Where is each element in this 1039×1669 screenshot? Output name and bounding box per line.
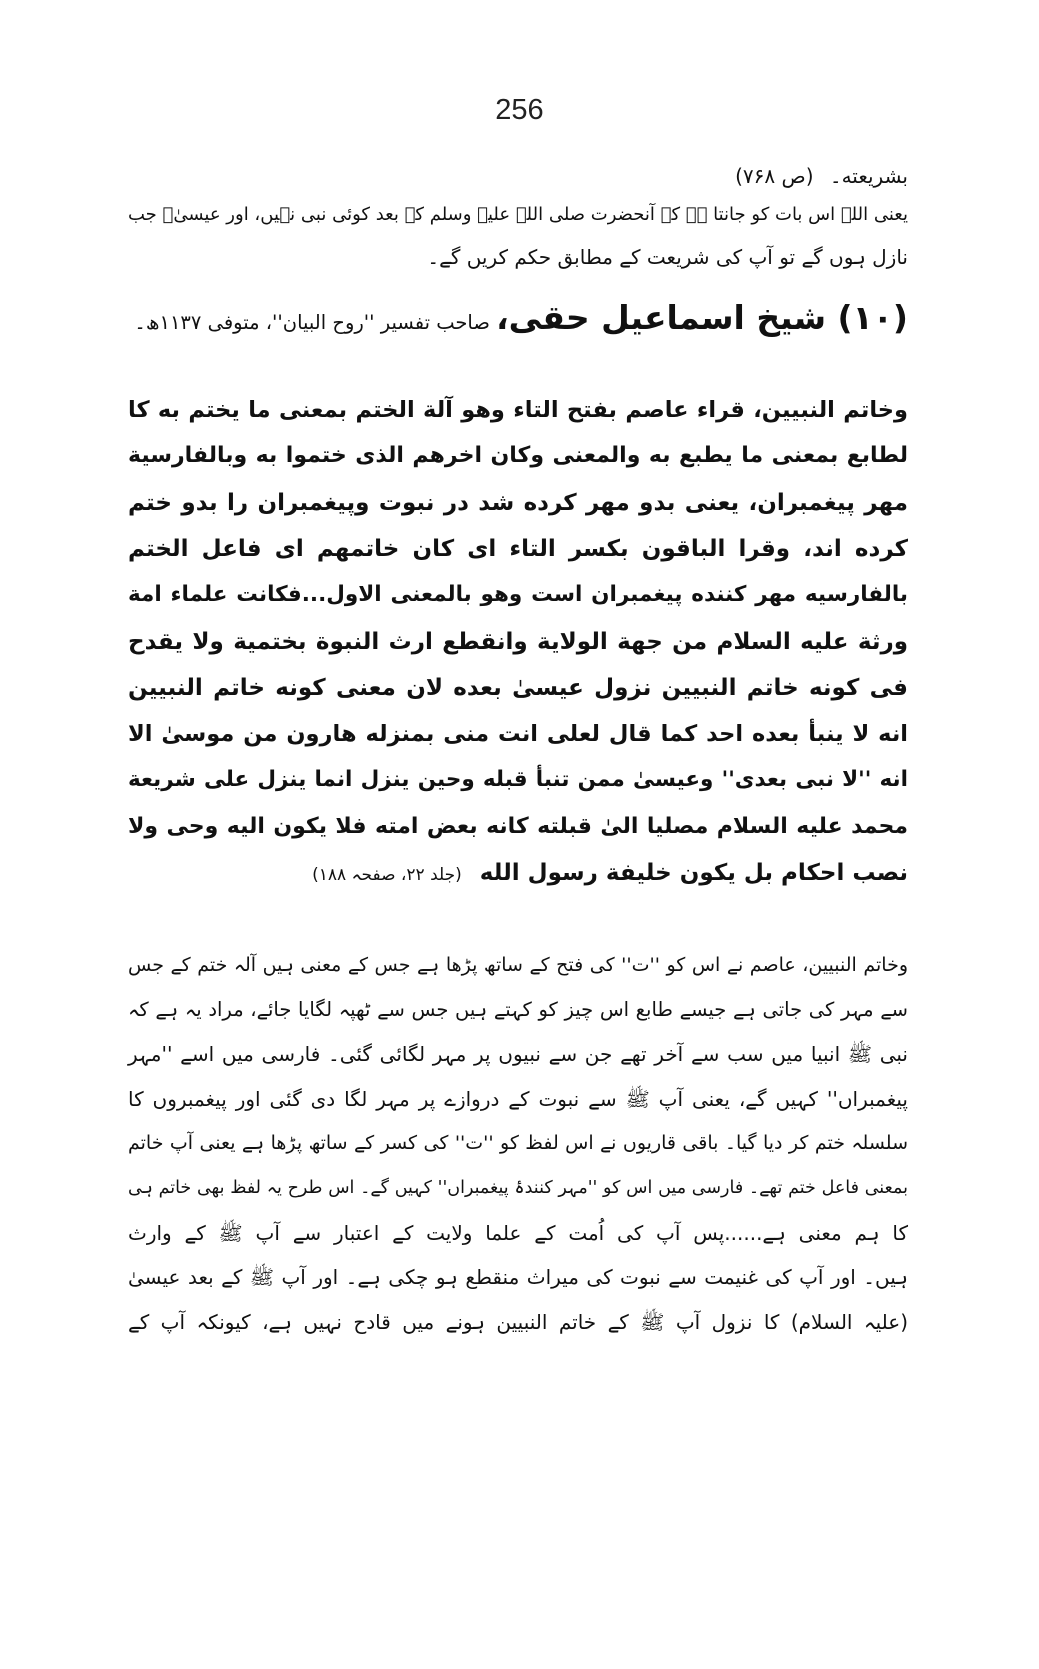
urdu-line: بمعنی فاعل ختم تھے۔ فارسی میں اس کو ''مہر کنندۂ پیغمبراں'' کہیں گے۔ اس طرح یہ لفظ بھی خاتم ہی [128, 1178, 908, 1198]
urdu-line: (علیہ السلام) کا نزول آپ ﷺ کے خاتم النبیین ہونے میں قادح نہیں ہے، کیونکہ آپ کے [128, 1309, 908, 1334]
arabic-line [128, 531, 908, 567]
intro-urdu-line: نازل ہوں گے تو آپ کی شریعت کے مطابق حکم کریں گے۔ [427, 245, 908, 269]
arabic-line-text: انه لا ينبأ بعده احد كما قال لعلى انت منى بمنزله هارون من موسىٰ الا [128, 721, 908, 748]
arabic-line-text: کرده اند، وقرا الباقون بکسر التاء ای كان خاتمهم ای فاعل الختم [128, 535, 908, 562]
arabic-line-text: فى كونه خاتم النبيين نزول عيسىٰ بعده لان معنى كونه خاتم النبيين [128, 674, 908, 701]
urdu-line: وخاتم النبیین، عاصم نے اس کو ''ت'' کی فتح کے ساتھ پڑھا ہے جس کے معنی ہیں آلہ ختم کے جس [128, 954, 908, 976]
intro-urdu-line: یعنی اللہ اس بات کو جانتا ہے کہ آنحضرت صلی اللہ علیہ وسلم کے بعد کوئی نبی نہیں، اور عیسیٰؑ جب [128, 204, 908, 225]
arabic-line [128, 716, 908, 752]
heading-sub: صاحب تفسیر ''روح البیان''، متوفی ۱۱۳۷ھ۔ [134, 311, 490, 334]
arabic-line [128, 485, 908, 521]
arabic-line [128, 624, 908, 660]
urdu-line: ہیں۔ اور آپ کی غنیمت سے نبوت کی میراث منقطع ہو چکی ہے۔ اور آپ ﷺ کے بعد عیسیٰ [128, 1265, 908, 1290]
arabic-line-text: نصب احكام بل يكون خليفة رسول الله [479, 860, 908, 886]
arabic-line-text: انه ''لا نبى بعدى'' وعيسىٰ ممن تنبأ قبله وحين ينزل انما ينزل على شريعة [128, 767, 908, 793]
arabic-line [128, 392, 908, 428]
arabic-line-text: ورثة عليه السلام من جهة الولاية وانقطع ارث النبوة بختمية ولا يقدح [128, 628, 908, 655]
section-heading [128, 296, 908, 340]
arabic-line-text: بالفارسیه مهر کننده پیغمبران است وهو بالمعنى الاول...فكانت علماء امة [128, 582, 908, 608]
arabic-line-text: مهر پیغمبران، یعنی بدو مهر کرده شد در نبوت وپیغمبران را بدو ختم [128, 489, 908, 516]
urdu-line: سلسلہ ختم کر دیا گیا۔ باقی قاریوں نے اس لفظ کو ''ت'' کی کسر کے ساتھ پڑھا ہے یعنی آپ خاتم [128, 1132, 908, 1155]
arabic-citation: (جلد ۲۲، صفحہ ۱۸۸) [312, 865, 462, 885]
arabic-line [128, 855, 908, 891]
arabic-line [128, 438, 908, 474]
intro-ref: (ص ۷۶۸) [735, 164, 814, 188]
intro-reference-line [128, 160, 908, 192]
arabic-line-text: وخاتم النبيين، قراء عاصم بفتح التاء وهو آلة الختم بمعنى ما يختم به كا [128, 397, 908, 423]
arabic-line [128, 670, 908, 706]
arabic-line-text: لطابع بمعنى ما يطبع به والمعنى وكان اخرهم الذى ختموا به وبالفارسية [128, 443, 908, 469]
arabic-line [128, 809, 908, 845]
urdu-line: پیغمبراں'' کہیں گے، یعنی آپ ﷺ سے نبوت کے دروازے پر مہر لگا دی گئی اور پیغمبروں کا [128, 1086, 908, 1111]
urdu-line: سے مہر کی جاتی ہے جیسے طابع اس چیز کو کہتے ہیں جس سے ٹھپہ لگایا جائے، مراد یہ ہے کہ [128, 997, 908, 1021]
arabic-line-text: محمد عليه السلام مصليا الىٰ قبلته كانه بعض امته فلا يكون اليه وحى ولا [128, 813, 908, 839]
urdu-line: نبی ﷺ انبیا میں سب سے آخر تھے جن سے نبیوں پر مہر لگائی گئی۔ فارسی میں اسے ''مہر [128, 1042, 908, 1067]
heading-main: (۱۰) شیخ اسماعیل حقی، [496, 298, 908, 337]
urdu-line: کا ہم معنی ہے......پس آپ کی اُمت کے علما ولایت کے اعتبار سے آپ ﷺ کے وارث [128, 1220, 908, 1245]
arabic-line [128, 577, 908, 613]
intro-word: بشریعته۔ [829, 164, 908, 188]
page-number: 256 [495, 94, 544, 126]
arabic-line [128, 762, 908, 798]
